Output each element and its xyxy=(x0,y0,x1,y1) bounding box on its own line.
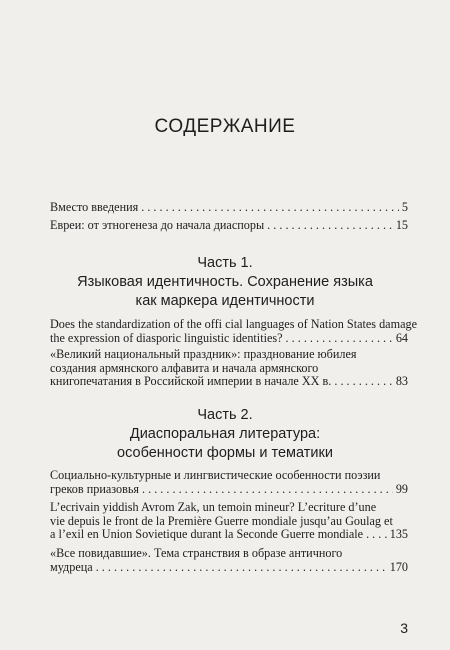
toc-entry-text: «Все повидавшие». Тема странствия в образе античного xyxy=(50,546,343,560)
leader-dots xyxy=(334,375,392,389)
leader-dots xyxy=(286,332,393,346)
toc-entry-text: Вместо введения xyxy=(50,200,139,214)
toc-entry[interactable] xyxy=(50,348,408,389)
toc-entry-text: Евреи: от этногенеза до начала диаспоры xyxy=(50,218,265,232)
toc-entry-text: Does the standardization of the offi cial languages of Nation States damage xyxy=(50,317,417,331)
leader-dots xyxy=(366,528,387,542)
toc-entry-text: the expression of diasporic linguistic identities? xyxy=(50,330,283,345)
page-title: СОДЕРЖАНИЕ xyxy=(154,116,296,137)
toc-entry-text: L’ecrivain yiddish Avrom Zak, un temoin mineur? L’ecriture d’une xyxy=(50,500,377,514)
part-heading xyxy=(0,254,450,311)
toc-page-number: 83 xyxy=(395,374,408,389)
part-title-line: Языковая идентичность. Сохранение языка xyxy=(77,274,373,290)
toc-entry-text: греков приазовья xyxy=(50,481,140,496)
page-number: 3 xyxy=(400,620,408,636)
part-number: Часть 2. xyxy=(197,407,253,423)
toc-entry[interactable] xyxy=(50,547,408,574)
toc-entry-text: Социально-культурные и лингвистические особенности поэзии xyxy=(50,468,381,482)
leader-dots xyxy=(142,483,393,497)
leader-dots xyxy=(96,561,387,575)
toc-entry-text: «Великий национальный праздник»: празднование юбилея xyxy=(50,347,357,361)
toc-entry[interactable] xyxy=(50,501,408,542)
toc-entry-text: создания армянского алфавита и начала армянского xyxy=(50,360,319,375)
toc-entry-text: мудреца xyxy=(50,559,93,574)
part-title-line: особенности формы и тематики xyxy=(117,445,333,461)
toc-entry-text: a l’exil en Union Sovietique durant la Seconde Guerre mondiale xyxy=(50,527,364,542)
part-number: Часть 1. xyxy=(197,255,253,271)
part-title-line: Диаспоральная литература: xyxy=(129,426,321,442)
toc-entry[interactable] xyxy=(50,219,408,233)
toc-page-number: 64 xyxy=(395,330,408,345)
toc-page-number: 99 xyxy=(395,481,408,496)
toc-page-number: 170 xyxy=(389,559,408,574)
toc-entry[interactable] xyxy=(50,317,417,345)
toc-entry-text: vie depuis le front de la Première Guerre mondiale jusqu’au Goulag et xyxy=(50,513,393,528)
part-title-line: как маркера идентичности xyxy=(135,293,315,309)
toc-page-number: 135 xyxy=(389,527,408,542)
part-heading xyxy=(0,406,450,463)
toc-entry[interactable] xyxy=(50,201,408,215)
leader-dots xyxy=(141,201,399,215)
toc-page-number: 15 xyxy=(395,218,408,232)
toc-entry-text: книгопечатания в Российской империи в начале XX в. xyxy=(50,374,332,389)
toc-page-number: 5 xyxy=(401,200,408,214)
leader-dots xyxy=(267,219,393,233)
toc-entry[interactable] xyxy=(50,469,408,496)
